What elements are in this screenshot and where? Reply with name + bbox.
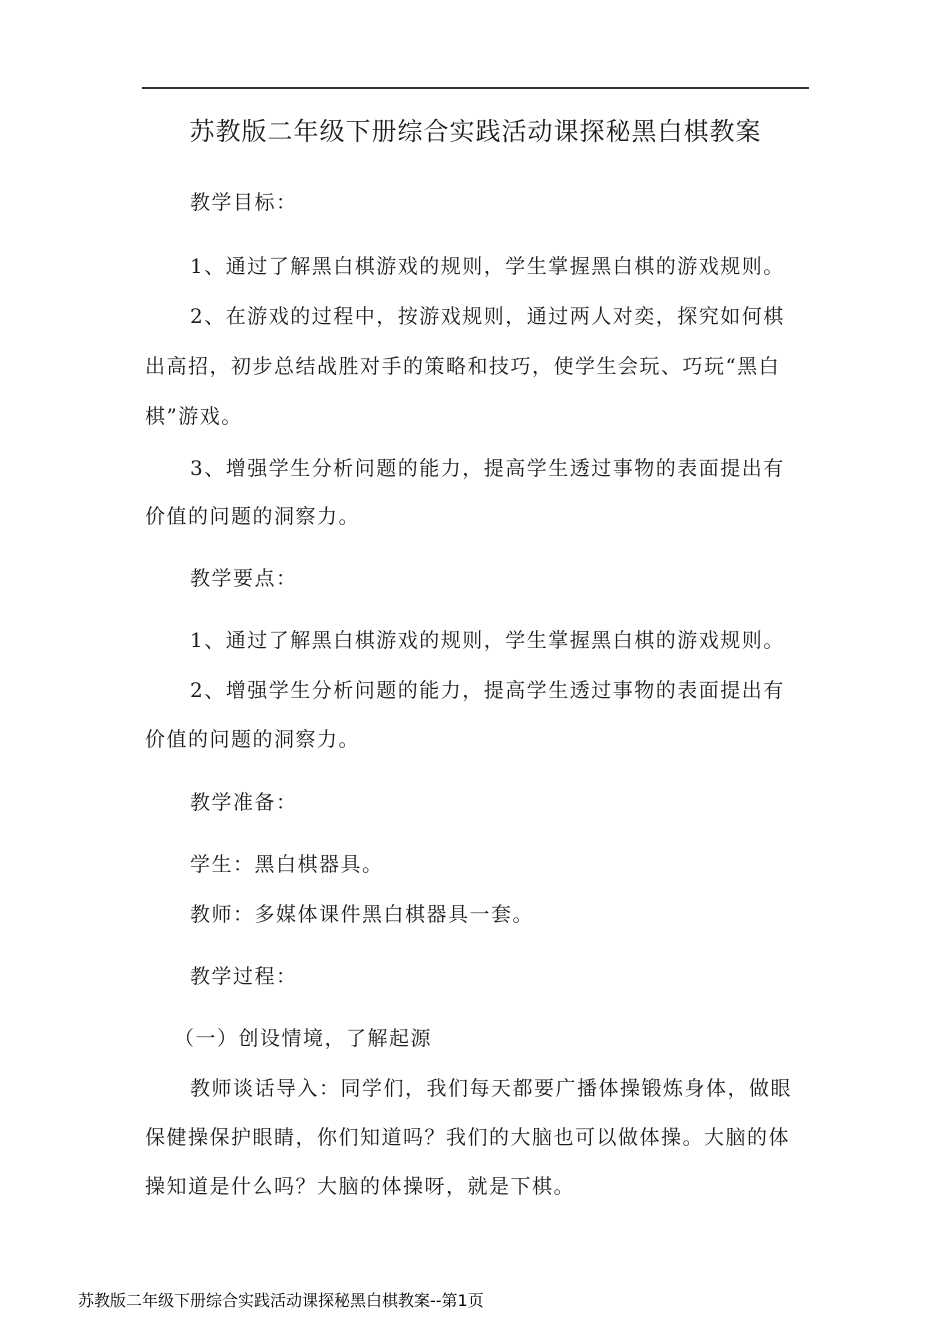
paragraph-line: 1、通过了解黑白棋游戏的规则，学生掌握黑白棋的游戏规则。 xyxy=(190,628,785,652)
paragraph-line: 保健操保护眼睛，你们知道吗？我们的大脑也可以做体操。大脑的体 xyxy=(145,1125,790,1149)
subheading-section-one: （一）创设情境，了解起源 xyxy=(174,1026,432,1050)
paragraph-line: 价值的问题的洞察力。 xyxy=(145,727,360,751)
heading-preparation: 教学准备： xyxy=(190,790,298,814)
header-rule xyxy=(142,87,809,89)
heading-objectives: 教学目标： xyxy=(190,190,298,214)
paragraph-line: 出高招，初步总结战胜对手的策略和技巧，使学生会玩、巧玩“黑白 xyxy=(145,354,781,378)
page-footer: 苏教版二年级下册综合实践活动课探秘黑白棋教案--第1页 xyxy=(78,1291,484,1310)
paragraph-line: 价值的问题的洞察力。 xyxy=(145,504,360,528)
paragraph-line: 棋”游戏。 xyxy=(145,404,243,428)
paragraph-line: 学生：黑白棋器具。 xyxy=(190,852,384,876)
paragraph-line: 操知道是什么吗？大脑的体操呀，就是下棋。 xyxy=(145,1174,575,1198)
heading-key-points: 教学要点： xyxy=(190,566,298,590)
paragraph-line: 教师谈话导入：同学们，我们每天都要广播体操锻炼身体，做眼 xyxy=(190,1076,792,1100)
paragraph-line: 2、在游戏的过程中，按游戏规则，通过两人对奕，探究如何棋 xyxy=(190,304,785,328)
heading-process: 教学过程： xyxy=(190,964,298,988)
paragraph-line: 3、增强学生分析问题的能力，提高学生透过事物的表面提出有 xyxy=(190,456,785,480)
paragraph-line: 教师：多媒体课件黑白棋器具一套。 xyxy=(190,902,534,926)
document-title: 苏教版二年级下册综合实践活动课探秘黑白棋教案 xyxy=(189,117,762,146)
paragraph-line: 1、通过了解黑白棋游戏的规则，学生掌握黑白棋的游戏规则。 xyxy=(190,254,785,278)
paragraph-line: 2、增强学生分析问题的能力，提高学生透过事物的表面提出有 xyxy=(190,678,785,702)
